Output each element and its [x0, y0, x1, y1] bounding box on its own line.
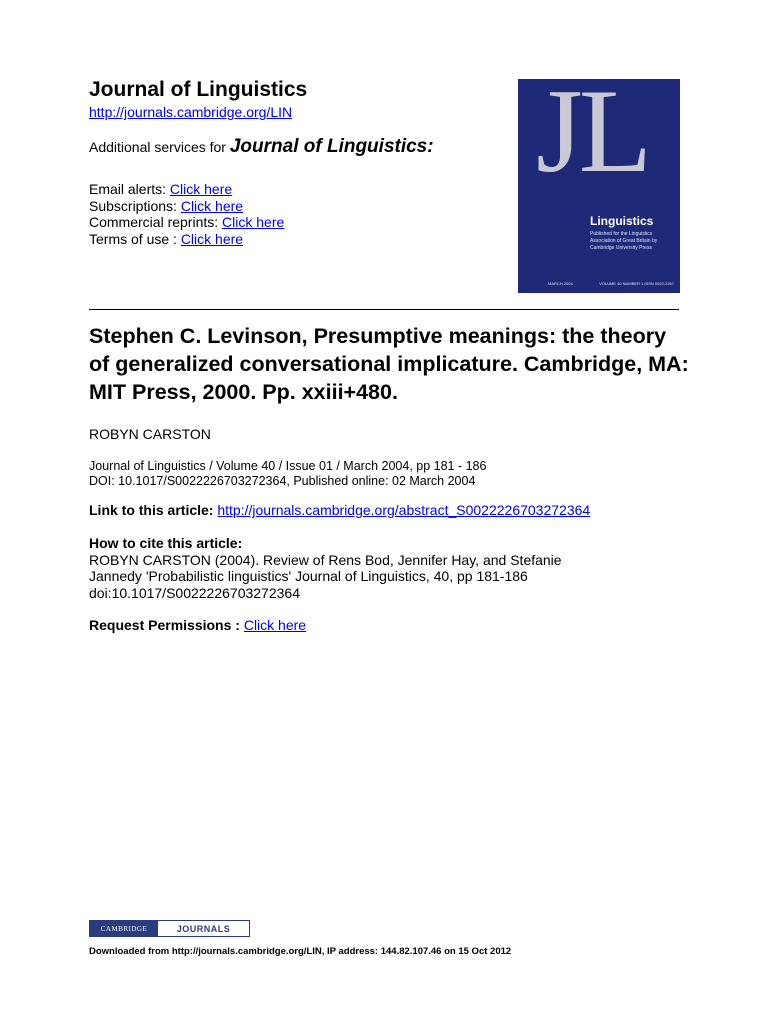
- cover-foot-left: MARCH 2004: [548, 281, 573, 286]
- service-email-alerts: [89, 181, 284, 198]
- cite-line-1: ROBYN CARSTON (2004). Review of Rens Bod, Jennifer Hay, and Stefanie: [89, 551, 562, 568]
- request-permissions: [89, 617, 306, 633]
- link-to-article: [89, 502, 590, 518]
- divider: [89, 309, 679, 310]
- subscriptions-link[interactable]: Click here: [180, 197, 244, 214]
- commercial-reprints-link[interactable]: Click here: [222, 214, 285, 230]
- services-list: [89, 181, 284, 247]
- cite-line-3: doi:10.1017/S0022226703272364: [89, 584, 300, 601]
- additional-services-heading: [89, 136, 434, 158]
- how-to-cite: [89, 535, 709, 601]
- publication-info: [89, 459, 729, 489]
- service-commercial-reprints: [89, 214, 284, 231]
- request-label: Request Permissions :: [89, 617, 240, 633]
- journal-volume-line: Journal of Linguistics / Volume 40 / Issue 01 / March 2004, pp 181 - 186: [89, 459, 487, 473]
- service-label: Commercial reprints:: [89, 214, 223, 230]
- cite-line-2: Jannedy 'Probabilistic linguistics' Journal of Linguistics, 40, pp 181-186: [89, 568, 528, 584]
- cover-title: Linguistics: [590, 214, 654, 228]
- service-label: Email alerts:: [89, 181, 170, 197]
- service-terms-of-use: [89, 231, 284, 248]
- terms-of-use-link[interactable]: Click here: [180, 230, 244, 247]
- logo-journals: JOURNALS: [158, 921, 249, 936]
- cover-jl-letters: JL: [536, 79, 648, 197]
- service-label: Terms of use :: [89, 230, 181, 247]
- journal-url-link[interactable]: http://journals.cambridge.org/LIN: [89, 104, 293, 120]
- logo-cambridge: CAMBRIDGE: [90, 921, 158, 936]
- download-notice: Downloaded from http://journals.cambridge.org/LIN, IP address: 144.82.107.46 on 15 Oct 2012: [89, 946, 512, 957]
- email-alerts-link[interactable]: Click here: [169, 181, 233, 197]
- journal-cover-image: [518, 79, 680, 293]
- service-label: Subscriptions:: [89, 197, 181, 214]
- link-article-label: Link to this article:: [89, 502, 214, 518]
- cover-fine-print: Published for the Linguistics Association of Great Britain by Cambridge University Press: [590, 231, 658, 251]
- article-author: ROBYN CARSTON: [89, 426, 211, 442]
- additional-prefix: Additional services for: [89, 139, 226, 155]
- request-permissions-link[interactable]: Click here: [243, 617, 307, 633]
- cambridge-journals-logo: [89, 920, 250, 937]
- article-title: Stephen C. Levinson, Presumptive meanings: the theory of generalized conversational implicature. Cambridge, MA: MIT Press, 2000. Pp. xxiii+480.: [89, 324, 689, 404]
- cover-foot-right: VOLUME 40 NUMBER 1 ISSN 0022-2267: [599, 281, 674, 286]
- cite-label: How to cite this article:: [89, 535, 243, 551]
- article-abstract-link[interactable]: http://journals.cambridge.org/abstract_S0022226703272364: [217, 502, 591, 518]
- cover-footer: [548, 281, 674, 286]
- journal-title: Journal of Linguistics: [89, 78, 308, 101]
- additional-journal-name: Journal of Linguistics:: [229, 136, 434, 157]
- service-subscriptions: [89, 198, 284, 215]
- doi-line: DOI: 10.1017/S0022226703272364, Published online: 02 March 2004: [89, 474, 476, 488]
